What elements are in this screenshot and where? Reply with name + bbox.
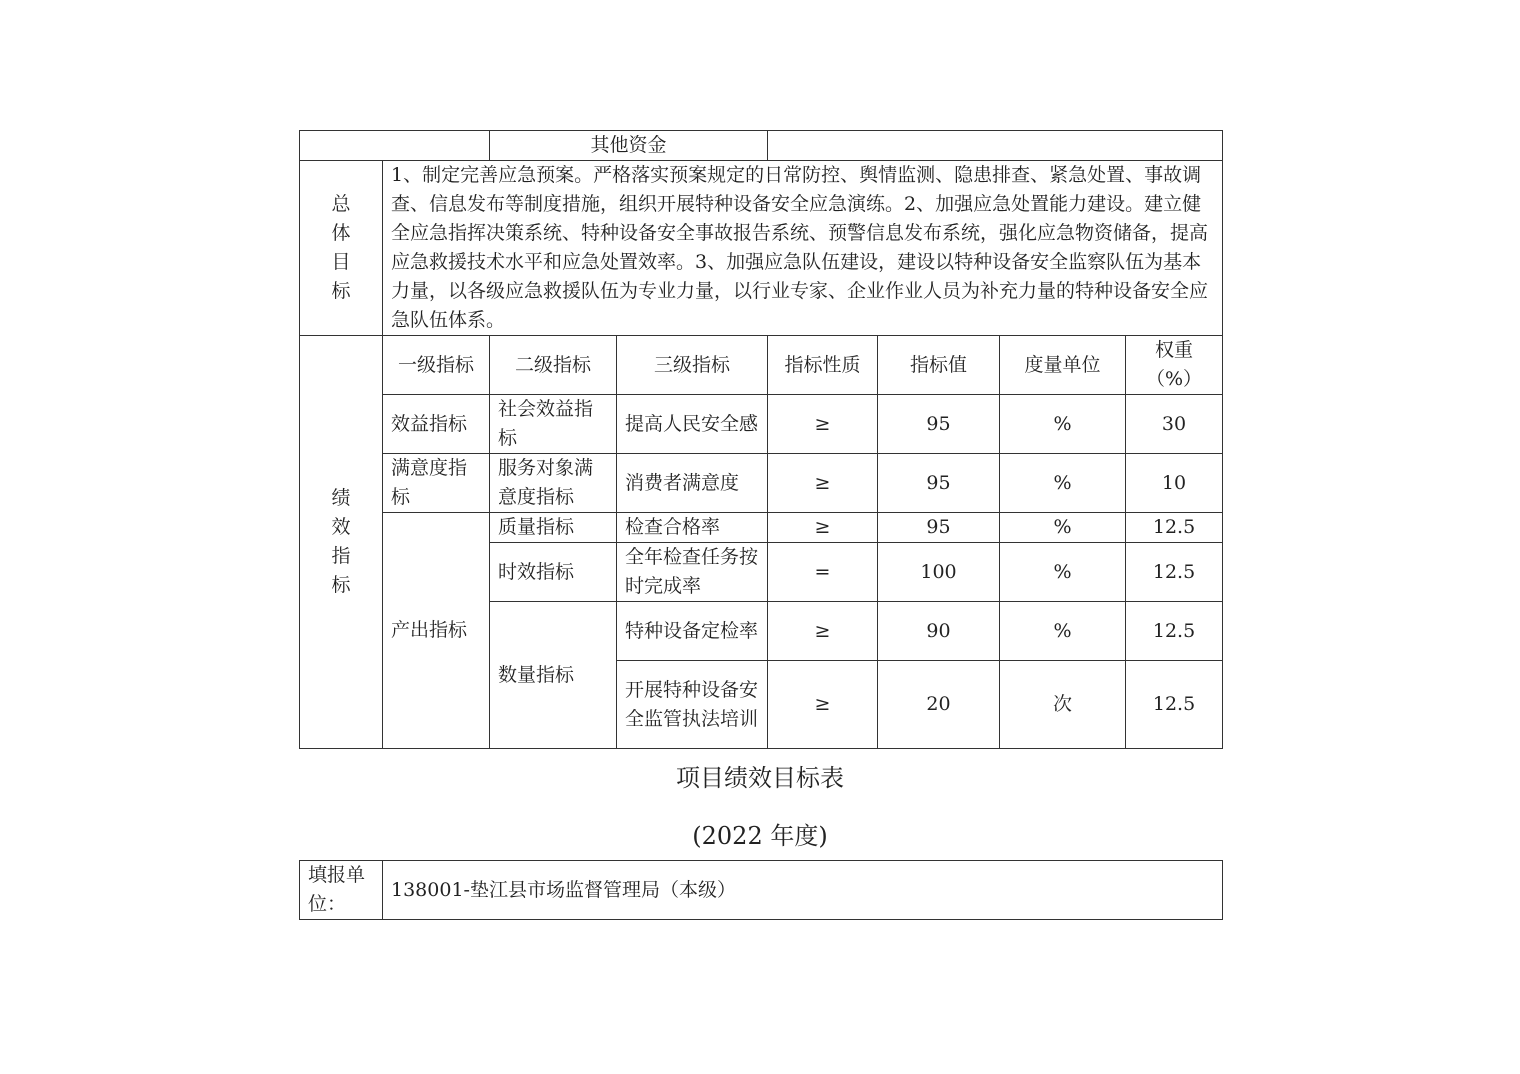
header-l1: 一级指标	[383, 336, 490, 395]
perf-label-char: 绩	[331, 487, 351, 509]
perf-label-char: 标	[331, 574, 351, 596]
cell-l2: 数量指标	[490, 602, 617, 749]
funds-blank-cell	[300, 131, 490, 161]
cell-weight: 10	[1126, 454, 1223, 513]
cell-l1: 满意度指标	[383, 454, 490, 513]
cell-weight: 12.5	[1126, 602, 1223, 661]
header-weight: 权重（%）	[1126, 336, 1223, 395]
table-row	[300, 395, 1223, 454]
overall-goal-char: 总	[331, 193, 351, 215]
header-l3: 三级指标	[617, 336, 768, 395]
cell-unit: %	[1000, 454, 1126, 513]
header-value: 指标值	[878, 336, 1000, 395]
cell-nature: ≥	[768, 513, 878, 543]
filing-unit-label: 填报单位：	[300, 861, 383, 920]
overall-goal-char: 标	[331, 280, 351, 302]
performance-table	[299, 130, 1223, 749]
header-nature: 指标性质	[768, 336, 878, 395]
table-row	[300, 513, 1223, 543]
cell-weight: 30	[1126, 395, 1223, 454]
cell-l2: 社会效益指标	[490, 395, 617, 454]
overall-goal-char: 体	[331, 222, 351, 244]
perf-label-char: 效	[331, 516, 351, 538]
cell-value: 90	[878, 602, 1000, 661]
perf-label-char: 指	[331, 545, 351, 567]
cell-unit: %	[1000, 543, 1126, 602]
cell-weight: 12.5	[1126, 513, 1223, 543]
cell-l3: 特种设备定检率	[617, 602, 768, 661]
header-l2: 二级指标	[490, 336, 617, 395]
cell-value: 20	[878, 661, 1000, 749]
table-row	[300, 454, 1223, 513]
cell-weight: 12.5	[1126, 543, 1223, 602]
cell-value: 95	[878, 513, 1000, 543]
cell-l2: 时效指标	[490, 543, 617, 602]
cell-l3: 检查合格率	[617, 513, 768, 543]
other-funds-label: 其他资金	[490, 131, 768, 161]
cell-nature: ≥	[768, 454, 878, 513]
overall-goal-label	[300, 161, 383, 336]
cell-l1: 产出指标	[383, 513, 490, 749]
cell-l2: 服务对象满意度指标	[490, 454, 617, 513]
cell-nature: =	[768, 543, 878, 602]
cell-l3: 全年检查任务按时完成率	[617, 543, 768, 602]
cell-l2: 质量指标	[490, 513, 617, 543]
overall-goal-text: 1、制定完善应急预案。严格落实预案规定的日常防控、舆情监测、隐患排查、紧急处置、事故调查、信息发布等制度措施，组织开展特种设备安全应急演练。2、加强应急处置能力建设。建立健全应急指挥决策系统、特种设备安全事故报告系统、预警信息发布系统，强化应急物资储备，提高应急救援技术水平和应急处置效率。3、加强应急队伍建设，建设以特种设备安全监察队伍为基本力量，以各级应急救援队伍为专业力量，以行业专家、企业作业人员为补充力量的特种设备安全应急队伍体系。	[383, 161, 1223, 336]
filing-unit-table	[299, 860, 1223, 920]
header-unit: 度量单位	[1000, 336, 1126, 395]
perf-indicators-label	[300, 336, 383, 749]
overall-goal-char: 目	[331, 251, 351, 273]
cell-l3: 开展特种设备安全监管执法培训	[617, 661, 768, 749]
cell-weight: 12.5	[1126, 661, 1223, 749]
other-funds-value	[768, 131, 1223, 161]
cell-unit: %	[1000, 513, 1126, 543]
cell-value: 100	[878, 543, 1000, 602]
cell-nature: ≥	[768, 602, 878, 661]
cell-unit: 次	[1000, 661, 1126, 749]
cell-nature: ≥	[768, 661, 878, 749]
cell-value: 95	[878, 454, 1000, 513]
cell-nature: ≥	[768, 395, 878, 454]
year-subtitle: (2022 年度)	[692, 822, 828, 850]
cell-unit: %	[1000, 395, 1126, 454]
cell-l1: 效益指标	[383, 395, 490, 454]
cell-l3: 提高人民安全感	[617, 395, 768, 454]
cell-unit: %	[1000, 602, 1126, 661]
cell-l3: 消费者满意度	[617, 454, 768, 513]
filing-unit-value: 138001-垫江县市场监督管理局（本级）	[383, 861, 1223, 920]
page-title: 项目绩效目标表	[676, 764, 844, 792]
cell-value: 95	[878, 395, 1000, 454]
